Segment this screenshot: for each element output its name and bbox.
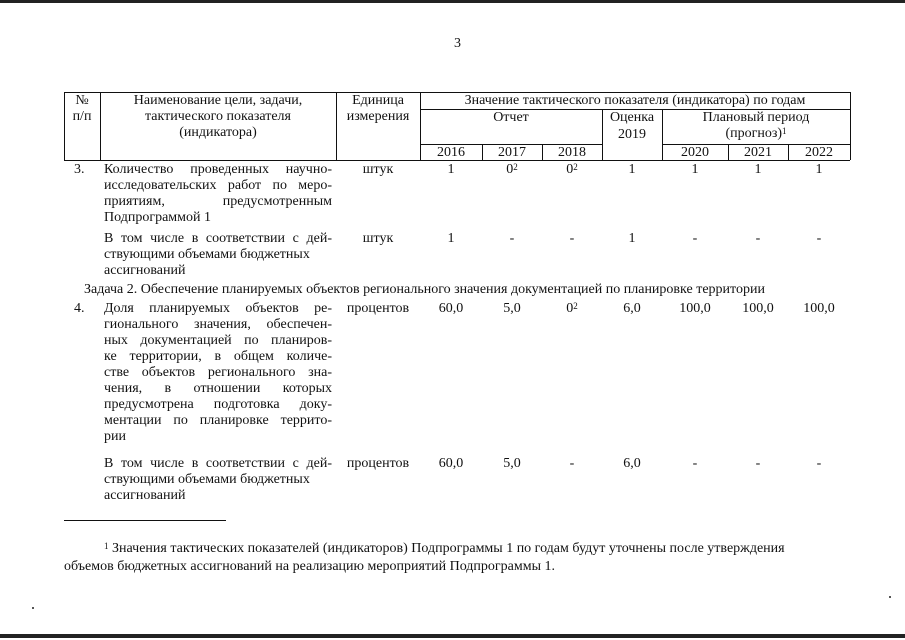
row-value: - [816,231,822,246]
header-year: 2016 [437,145,465,160]
row-value: 1 [447,162,455,177]
row-name-line: чения, в отношении которых [104,381,332,396]
row-name-line: ассигнований [104,263,186,278]
scan-border-top [0,0,905,3]
header-name-line: тактического показателя [145,109,291,124]
header-unit-line: измерения [346,109,410,124]
row-name-line: исследовательских работ по меро- [104,178,332,193]
scan-border-bottom [0,634,905,638]
row-value: 1 [447,231,455,246]
header-value-title: Значение тактического показателя (индикатора) по годам [464,93,806,108]
footnote-separator [64,520,226,521]
header-year: 2021 [744,145,772,160]
footnote-mark: 1 [104,541,109,551]
row-name-line: ментации по планировке террито- [104,413,332,428]
header-num-2: п/п [72,109,92,124]
row-value: 6,0 [623,301,641,316]
row-name-line: В том числе в соответствии с дей- [104,456,332,471]
header-year: 2020 [681,145,709,160]
row-value: 1 [691,162,699,177]
row-value: $0^2$ [566,162,578,177]
row-name-line: Количество проведенных научно- [104,162,332,177]
header-num: № [75,93,89,108]
row-value: - [755,231,761,246]
scan-speck [889,596,891,598]
row-value: - [569,231,575,246]
row-name-line: В том числе в соответствии с дей- [104,231,332,246]
row-name-line: приятиям, предусмотренным [104,194,332,209]
footnote: $^1$ Значения тактических показателей (индикаторов) Подпрограммы 1 по годам будут уточнены после утверждения объемов бюджетных ассигнований на реализацию мероприятий Подпрограммы 1. [64,541,785,574]
header-name-line: Наименование цели, задачи, [133,93,303,108]
row-value: 1 [628,231,636,246]
row-name-line: ствующими объемами бюджетных [104,472,310,487]
row-value: 60,0 [438,456,464,471]
row-value: 1 [628,162,636,177]
row-value: - [755,456,761,471]
header-estimate-line: 2019 [618,127,646,142]
header-plan-line: (прогноз)$^1$ [725,126,787,141]
row-value: $0^2$ [506,162,518,177]
row-number: 4. [74,301,85,316]
row-value: 60,0 [438,301,464,316]
row-value: 5,0 [503,301,521,316]
row-value: - [816,456,822,471]
row-name-line: ке территории, в общем количе- [104,349,332,364]
row-unit: штук [362,231,394,246]
row-value: - [692,231,698,246]
row-value: $0^2$ [566,301,578,316]
header-year: 2018 [558,145,586,160]
scan-speck [32,607,34,609]
row-value: 1 [815,162,823,177]
page-number: 3 [454,36,461,51]
row-unit: процентов [346,456,410,471]
row-name-line: гионального значения, обеспечен- [104,317,332,332]
row-name-line: стве объектов регионального зна- [104,365,332,380]
row-name-line: предусмотрена подготовка доку- [104,397,332,412]
header-unit-line: Единица [352,93,404,108]
row-number: 3. [74,162,85,177]
row-value: - [509,231,515,246]
row-value: 6,0 [623,456,641,471]
header-year: 2017 [498,145,526,160]
row-value: 1 [754,162,762,177]
row-name-line: ассигнований [104,488,186,503]
row-value: 100,0 [742,301,774,316]
row-name-line: Подпрограммой 1 [104,210,211,225]
row-value: - [569,456,575,471]
row-value: 100,0 [803,301,835,316]
header-year: 2022 [805,145,833,160]
row-name-line: ных документацией по планиров- [104,333,332,348]
row-value: 100,0 [679,301,711,316]
header-name-line: (индикатора) [179,125,257,140]
header-plan-line: Плановый период [702,110,810,125]
row-value: - [692,456,698,471]
row-name-line: ствующими объемами бюджетных [104,247,310,262]
row-name-line: Доля планируемых объектов ре- [104,301,332,316]
header-estimate-line: Оценка [609,110,655,125]
row-name-line: рии [104,429,126,444]
task-heading: Задача 2. Обеспечение планируемых объектов регионального значения документацией по планировке территории [84,282,765,297]
row-unit: процентов [346,301,410,316]
row-unit: штук [362,162,394,177]
row-value: 5,0 [503,456,521,471]
header-report: Отчет [493,110,529,125]
